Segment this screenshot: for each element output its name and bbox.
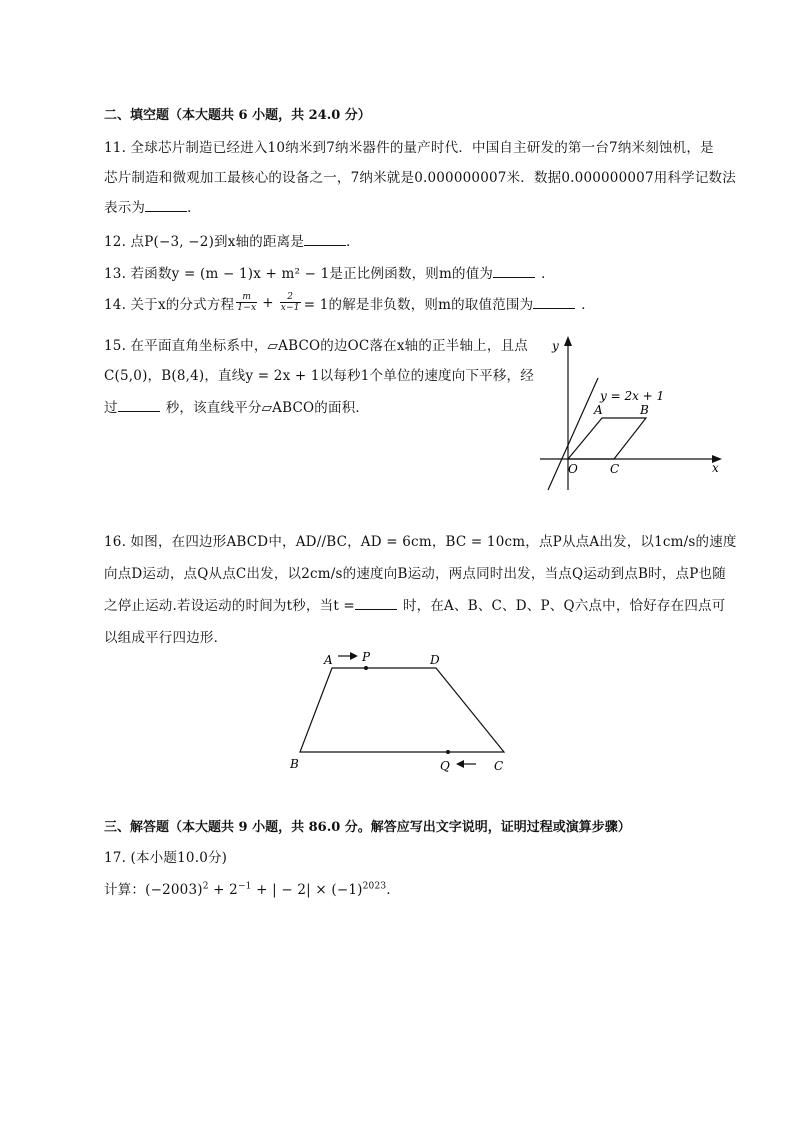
fraction-1 — [236, 292, 257, 313]
question-11-line-3 — [104, 196, 201, 216]
point-a-label: A — [594, 403, 603, 417]
question-14-text-2: = 1的解是非负数，则m的取值范围为 — [303, 296, 534, 313]
question-13-end: ． — [541, 266, 555, 282]
section-heading: 二、填空题（本大题共 6 小题，共 24.0 分） — [104, 108, 371, 123]
question-16-line-3 — [104, 594, 725, 614]
question-11-end: ． — [187, 200, 201, 216]
fraction-1-denominator: 1−x — [237, 303, 257, 313]
question-17-calculation — [104, 878, 400, 898]
point-q — [446, 750, 450, 754]
q-arrow-head — [456, 760, 464, 768]
x-axis-label: x — [712, 461, 719, 475]
question-16-line-1: 16. 如图，在四边形ABCD中，AD//BC，AD = 6cm，BC = 10cm，点P从点A出发，以1cm/s的速度 — [104, 534, 737, 550]
answer-blank[interactable] — [145, 199, 187, 212]
point-b-label: B — [290, 757, 299, 771]
answer-blank[interactable] — [118, 399, 160, 412]
trapezoid-abcd — [300, 668, 504, 752]
trapezoid-figure — [284, 648, 520, 776]
point-c-label: C — [494, 759, 504, 773]
question-16-line-4: 以组成平行四边形． — [104, 630, 228, 646]
question-16-text: 之停止运动.若设运动的时间为t秒，当t = — [104, 598, 355, 614]
point-q-label: Q — [440, 759, 450, 773]
line-label: y = 2x + 1 — [600, 389, 665, 403]
question-16-text-2: 时，在A、B、C、D、P、Q六点中，恰好存在四点可 — [402, 598, 726, 614]
superscript-minus-1: −1 — [237, 881, 252, 892]
coordinate-figure — [534, 330, 730, 494]
question-11-line-2: 芯片制造和微观加工最核心的设备之一，7纳米就是0.000000007米．数据0.000000007用科学记数法 — [104, 170, 736, 186]
point-d-label: D — [430, 653, 440, 667]
fraction-1-numerator: m — [242, 292, 252, 302]
point-b-label: B — [640, 403, 649, 417]
answer-blank[interactable] — [355, 597, 397, 610]
fraction-2-numerator: 2 — [287, 292, 294, 302]
answer-blank[interactable] — [533, 296, 575, 309]
fraction-2-denominator: x−1 — [280, 303, 300, 313]
question-13 — [104, 262, 555, 282]
question-12-text: 12. 点P(−3, −2)到x轴的距离是 — [104, 234, 305, 250]
answer-blank[interactable] — [304, 233, 346, 246]
point-o-label: O — [568, 462, 578, 476]
question-14-text: 14. 关于x的分式方程 — [104, 296, 235, 313]
p-arrow-head — [350, 652, 358, 660]
calc-part-3: + | − 2| × (−1) — [251, 882, 363, 898]
fraction-2 — [280, 292, 301, 313]
superscript-2023: 2023 — [362, 881, 387, 892]
question-14 — [104, 292, 595, 313]
calc-part-2: + 2 — [208, 882, 238, 898]
question-15-line-1: 15. 在平面直角坐标系中，▱ABCO的边OC落在x轴的正半轴上，且点 — [104, 338, 528, 354]
calc-end: ． — [386, 882, 401, 898]
question-16-line-2: 向点D运动，点Q从点C出发，以2cm/s的速度向B运动，两点同时出发，当点Q运动到点B时，点P也随 — [104, 566, 726, 582]
answer-blank[interactable] — [493, 265, 535, 278]
question-15-line-2: C(5,0)，B(8,4)，直线y = 2x + 1以每秒1个单位的速度向下平移，经 — [104, 368, 534, 384]
question-12-end: ． — [346, 234, 360, 250]
question-15-line-3 — [104, 396, 369, 416]
question-11-text: 表示为 — [104, 200, 146, 216]
point-c-label: C — [610, 462, 620, 476]
point-p-label: P — [362, 650, 371, 664]
point-a-label: A — [324, 653, 333, 667]
plus-sign: + — [262, 294, 274, 311]
question-14-end: ． — [581, 296, 595, 313]
question-12 — [104, 230, 360, 250]
section-heading: 三、解答题（本大题共 9 小题，共 86.0 分。解答应写出文字说明，证明过程或演算步骤） — [104, 820, 631, 835]
y-axis-label: y — [552, 339, 559, 353]
question-13-text: 13. 若函数y = (m − 1)x + m² − 1是正比例函数，则m的值为 — [104, 266, 494, 282]
question-15-text: 过 — [104, 400, 118, 416]
question-15-end: 秒，该直线平分▱ABCO的面积． — [165, 400, 370, 416]
y-axis-arrow — [564, 336, 572, 346]
question-17-label: 17. (本小题10.0分) — [104, 850, 228, 866]
calc-part-1: 计算：(−2003) — [104, 882, 203, 898]
question-11-line-1: 11. 全球芯片制造已经进入10纳米到7纳米器件的量产时代．中国自主研发的第一台7纳米刻蚀机，是 — [104, 140, 714, 156]
superscript-2: 2 — [202, 881, 209, 892]
point-p — [364, 666, 368, 670]
parallelogram-abco — [568, 418, 646, 459]
